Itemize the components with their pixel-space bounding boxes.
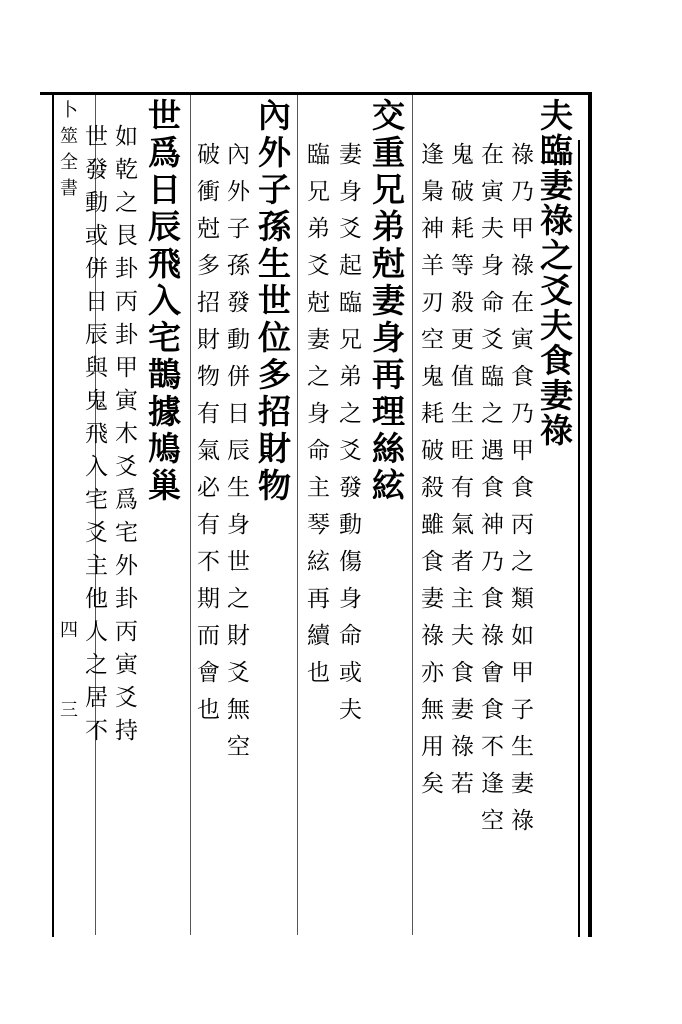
margin-volume: 四 [57,620,78,646]
column-divider-2 [297,95,298,935]
text-column: 妻身爻起臨兄弟之爻發動傷身命或夫 [335,142,361,734]
text-column: 鬼破耗等殺更值生旺有氣者主夫食妻祿若 [447,142,473,808]
right-inner-rule [578,140,580,937]
text-column: 臨兄弟爻尅妻之身命主琴絃再續也 [303,142,329,697]
text-column: 祿乃甲祿在寅食乃甲食丙之類如甲子生妻祿 [507,142,533,845]
column-divider-1 [412,95,413,935]
text-column: 世發動或併日辰與鬼飛入宅爻主他人之居不 [81,124,107,751]
text-column: 破衝尅多招財物有氣必有不期而會也 [193,142,219,734]
top-rule [40,92,588,95]
margin-title [58,100,76,204]
heading-column: 交重兄弟尅妻身再理絲絃 [367,98,406,505]
margin-title-text: 卜筮全書 [57,100,78,204]
text-column: 在寅夫身命爻臨之遇食神乃食祿㑹食不逢空 [477,142,503,845]
right-outer-rule [588,92,592,937]
heading-column: 夫臨妻祿之爻夫食妻祿 [535,98,574,448]
left-rule [52,92,54,937]
text-column: 內外子孫發動併日辰生身世之財爻無空 [223,142,249,771]
column-divider-3 [190,95,191,935]
heading-column: 內外子孫生世位多招財物 [253,98,292,505]
heading-column: 世爲日辰飛入宅鵲據鳩巢 [143,98,182,505]
text-column: 如乾之艮卦丙卦甲寅木爻爲宅外卦丙寅爻持 [111,124,137,751]
page-number: 三 [57,700,78,718]
text-column: 逢梟神羊刃空鬼耗破殺雖食妻祿亦無用矣 [417,142,443,808]
